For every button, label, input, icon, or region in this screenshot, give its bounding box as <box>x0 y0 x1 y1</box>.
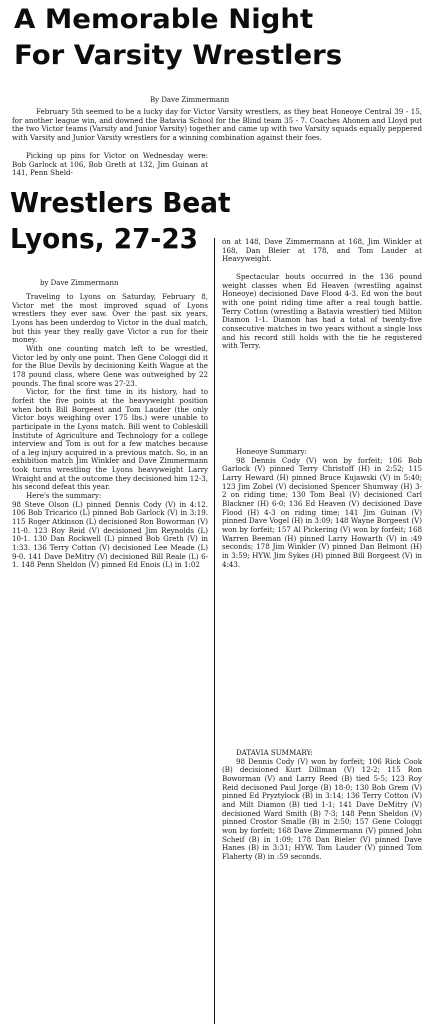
batavia-summary-text: 98 Dennis Cody (V) won by forfeit; 106 Rick Cook (B) decisioned Kurt Dillman (V) 12-2; 115 Ron Boworman (V) and Larry Reed (B) tied 5-5; 123 Roy Reid decisoned Paul Jorge (B) 18-0; 130 Bob Grem (V) pinned Ed Pryztylock (B) in 3:14; 136 Terry Cotton (V) and Milt Diamon (B) tied 1-1; 141 Dave DeMitry (V) decisioned Ward Smith (B) 7-3; 148 Penn Sheldon (V) pinned Crostor Smalle (B) in 2:50; 157 Gene Cologgi won by forfeit; 168 Dave Zimmermann (V) pinned John Scheif (B) in 1:09; 178 Dan Bieler (V) pinned Dave Hanes (B) in 3:31; HYW. Tom Lauder (V) pinned Tom Flaherty (B) in :59 seconds. <box>222 756 422 861</box>
second-article-headline-line1: Wrestlers Beat <box>10 186 231 219</box>
article-byline: By Dave Zimmermann <box>150 96 230 104</box>
second-article-headline-line2: Lyons, 27-23 <box>10 222 198 255</box>
pins-paragraph-left: Picking up pins for Victor on Wednesday were: Bob Garlock at 106, Bob Greth at 132, Jim Guinan at 141, Penn Sheld- <box>12 151 208 178</box>
second-article-paragraph: Here's the summary: <box>26 491 102 501</box>
pins-paragraph-right: on at 148, Dave Zimmermann at 168, Jim Winkler at 168, Dan Bleier at 178, and Tom Lauder at Heavyweight. <box>222 237 422 264</box>
article-headline-line1: A Memorable Night <box>14 4 314 35</box>
batavia-summary <box>222 749 422 862</box>
honeoye-summary <box>222 448 422 569</box>
article-intro: February 5th seemed to be a lucky day for Victor Varsity wrestlers, as they beat Honeoye Central 39 - 15, for another league win, and downed the Batavia School for the Blind team 35 - 7. Coaches Ahonen and Lloyd put the two Victor teams (Varsity and Junior Varsity) together and came up with two Varsity squads equally peppered with Varsity and Junior Varsity wrestlers for a winning combination against their foes. <box>12 107 422 142</box>
second-article-paragraph: Victor, for the first time in its history, had to forfeit the five points at the heavyweight position when both Bill Borgeest and Tom Lauder (the only Victor boys weighing over 175 lbs.) were unable to participate in the Lyons match. Bill went to Cobleskill Institute of Agriculture and Technology for a college interview and Tom is out for a few matches because of a leg injury acquired in a previous match. So, in an exhibition match Jim Winkler and Dave Zimmermann took turns wrestling the Lyons heavyweight Larry Wraight and at the outcome they decisioned him 12-3, his second defeat this year. <box>12 387 208 492</box>
article-headline-line2: For Varsity Wrestlers <box>14 40 343 71</box>
honeoye-summary-text: 98 Dennis Cody (V) won by forfeit; 106 Bob Garlock (V) pinned Terry Christoff (H) in 2:52; 115 Larry Heward (H) pinned Bruce Kujawski (V) in 5:40; 123 Jim Zobel (V) decisioned Spencer Shumway (H) 3-2 on riding time; 130 Tom Beal (V) decisioned Carl Blackner (H) 6-0; 136 Ed Heaven (V) decisioned Dave Flood (H) 4-3 on riding time; 141 Jim Guinan (V) pinned Dave Vogel (H) in 3:09; 148 Wayne Borgeest (V) won by forfeit; 157 Al Pickering (V) won by forfeit; 168 Warren Beeman (H) pinned Larry Howarth (V) in :49 seconds; 178 Jim Winkler (V) pinned Dan Belmont (H) in 3:59; HYW. Jim Sykes (H) pinned Bill Borgeest (V) in 4:43. <box>222 455 422 569</box>
second-article-paragraph: With one counting match left to be wrestled, Victor led by only one point. Then Gene Cologgi did it for the Blue Devils by decisioning Keith Wague at the 178 pound class, where Gene was outweighed by 22 pounds. The final score was 27-23. <box>12 343 208 388</box>
spectacular-paragraph: Spectacular bouts occurred in the 136 pound weight classes when Ed Heaven (wrestling against Honeoye) decisioned Dave Flood 4-3. Ed won the bout with one point riding time after a real tough battle. Terry Cotton (wrestling a Batavia wrestler) tied Milton Diamon 1-1. Diamon has had a total of twenty-five consecutive matches in two years without a single loss and his record still holds with the tie he registered with Terry. <box>222 272 422 351</box>
column-divider <box>214 238 215 1024</box>
honeoye-summary-heading: Honeoye Summary: <box>236 447 307 456</box>
second-article-summary: 98 Steve Olson (L) pinned Dennis Cody (V) in 4:12. 106 Bob Tricarico (L) pinned Bob Garlock (V) in 3:19. 115 Roger Atkinson (L) decisioned Ron Boworman (V) 11-0. 123 Roy Reid (V) decisioned Jim Reynolds (L) 10-1. 130 Dan Rockwell (L) pinned Bob Greth (V) in 1:33. 136 Terry Cotton (V) decisioned Lee Meade (L) 9-0. 141 Dave DeMitry (V) decisioned Bill Reale (L) 6-1. 148 Penn Sheldon (V) pinned Ed Enois (L) in 1:02 <box>12 499 208 570</box>
second-article-byline: by Dave Zimmermann <box>40 279 119 287</box>
second-article-body <box>12 293 208 1024</box>
batavia-summary-heading: DATAVIA SUMMARY: <box>236 748 313 757</box>
second-article-paragraph: Traveling to Lyons on Saturday, February 8, Victor met the most improved squad of Lyons wrestlers they ever saw. Over the past six years, Lyons has been underdog to Victor in the dual match, but this year they really gave Victor a run for their money. <box>12 293 208 345</box>
